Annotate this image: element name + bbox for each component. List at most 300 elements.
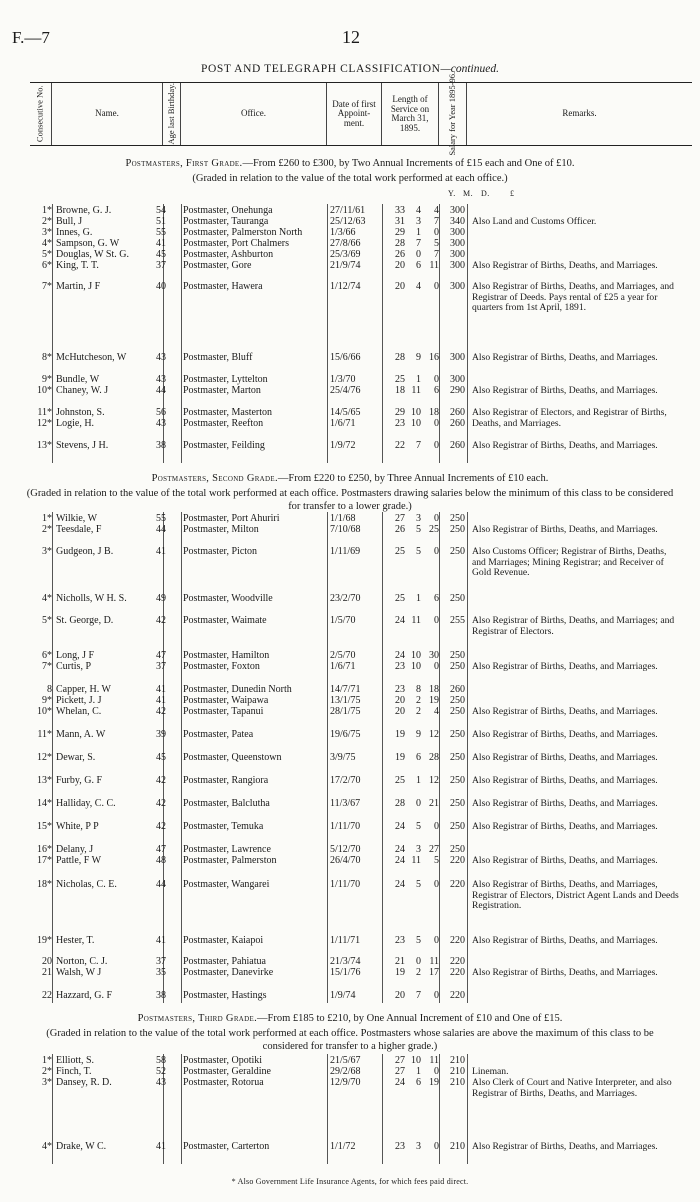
- consecutive-no: 11*: [37, 407, 52, 418]
- salary-cell: 220: [450, 990, 465, 1001]
- salary-cell: 290: [450, 385, 465, 396]
- appointment-date-cell: 21/9/74: [330, 260, 361, 271]
- service-days-cell: 0: [434, 821, 439, 832]
- service-years-cell: 27: [395, 513, 405, 524]
- office-cell: Postmaster, Kaiapoi: [183, 935, 264, 946]
- service-years-cell: 28: [395, 238, 405, 249]
- office-cell: Postmaster, Patea: [183, 729, 254, 740]
- service-days-cell: 19: [429, 1077, 439, 1088]
- service-months-cell: 10: [411, 1055, 421, 1066]
- service-days-cell: 6: [434, 593, 439, 604]
- service-years-cell: 24: [395, 1077, 405, 1088]
- office-cell: Postmaster, Queenstown: [183, 752, 282, 763]
- service-months-cell: 6: [416, 260, 421, 271]
- name-cell: Mann, A. W: [56, 729, 106, 740]
- salary-cell: 250: [450, 798, 465, 809]
- grade-title: Postmasters, Third Grade.: [137, 1013, 257, 1024]
- age-cell: 47: [156, 844, 166, 855]
- remarks-cell: Also Registrar of Births, Deaths, and Marriages.: [472, 524, 658, 535]
- appointment-date-cell: 25/12/63: [330, 216, 366, 227]
- salary-cell: 250: [450, 821, 465, 832]
- grade-title: Postmasters, Second Grade.: [151, 473, 278, 484]
- service-years-cell: 21: [395, 956, 405, 967]
- section-heading: [0, 472, 700, 485]
- consecutive-no: 7*: [42, 281, 52, 292]
- appointment-date-cell: 1/11/71: [330, 935, 361, 946]
- service-unit-label: M.: [463, 189, 474, 198]
- service-days-cell: 0: [434, 440, 439, 451]
- service-years-cell: 26: [395, 524, 405, 535]
- office-cell: Postmaster, Port Chalmers: [183, 238, 289, 249]
- name-cell: Martin, J F: [56, 281, 101, 292]
- service-days-cell: 0: [434, 513, 439, 524]
- office-cell: Postmaster, Ashburton: [183, 249, 274, 260]
- appointment-date-cell: 1/6/71: [330, 661, 356, 672]
- salary-cell: 210: [450, 1141, 465, 1152]
- service-months-cell: 2: [416, 695, 421, 706]
- column-rule: [467, 204, 468, 463]
- salary-cell: 220: [450, 956, 465, 967]
- office-cell: Postmaster, Dunedin North: [183, 684, 292, 695]
- name-cell: Norton, C. J.: [56, 956, 108, 967]
- column-rule: [181, 1054, 182, 1164]
- service-days-cell: 5: [434, 238, 439, 249]
- appointment-date-cell: 1/1/68: [330, 513, 356, 524]
- office-cell: Postmaster, Temuka: [183, 821, 264, 832]
- section-note: (Graded in relation to the value of the total work performed at each office. Postmasters whose salaries are above the maximum of this class to be considered for transfer to a higher grade.): [46, 1028, 654, 1052]
- name-cell: Long, J F: [56, 650, 95, 661]
- age-cell: 41: [156, 935, 166, 946]
- consecutive-no: 13*: [37, 775, 52, 786]
- service-years-cell: 27: [395, 1066, 405, 1077]
- grade-salary-range: —From £185 to £210, by One Annual Increment of £10 and One of £15.: [257, 1013, 563, 1024]
- appointment-date-cell: 14/7/71: [330, 684, 361, 695]
- consecutive-no: 10*: [37, 706, 52, 717]
- service-days-cell: 0: [434, 227, 439, 238]
- service-days-cell: 0: [434, 661, 439, 672]
- service-unit-label: £: [510, 189, 515, 198]
- service-months-cell: 1: [416, 1066, 421, 1077]
- col-header-remarks: Remarks.: [562, 108, 597, 119]
- salary-cell: 250: [450, 650, 465, 661]
- salary-cell: 260: [450, 418, 465, 429]
- office-cell: Postmaster, Palmerston: [183, 855, 277, 866]
- age-cell: 45: [156, 752, 166, 763]
- name-cell: Bull, J: [56, 216, 83, 227]
- name-cell: Whelan, C.: [56, 706, 102, 717]
- column-rule: [382, 512, 383, 1003]
- consecutive-no: 17*: [37, 855, 52, 866]
- age-cell: 42: [156, 821, 166, 832]
- section-note: (Graded in relation to the value of the total work performed at each office.): [192, 173, 508, 184]
- service-days-cell: 4: [434, 205, 439, 216]
- consecutive-no: 6*: [42, 260, 52, 271]
- appointment-date-cell: 29/2/68: [330, 1066, 361, 1077]
- salary-cell: 340: [450, 216, 465, 227]
- column-rule: [327, 1054, 328, 1164]
- consecutive-no: 3*: [42, 1077, 52, 1088]
- age-cell: 42: [156, 798, 166, 809]
- service-months-cell: 8: [416, 684, 421, 695]
- age-cell: 52: [156, 1066, 166, 1077]
- footnote: * Also Government Life Insurance Agents, for which fees paid direct.: [231, 1177, 469, 1186]
- service-years-cell: 19: [395, 752, 405, 763]
- remarks-cell: Also Registrar of Births, Deaths, and Marriages.: [472, 752, 658, 763]
- service-months-cell: 9: [416, 352, 421, 363]
- service-years-cell: 23: [395, 418, 405, 429]
- column-rule: [439, 512, 440, 1003]
- office-cell: Postmaster, Feilding: [183, 440, 265, 451]
- service-days-cell: 6: [434, 385, 439, 396]
- office-cell: Postmaster, Hamilton: [183, 650, 270, 661]
- grade-salary-range: —From £220 to £250, by Three Annual Increments of £10 each.: [277, 473, 549, 484]
- service-months-cell: 6: [416, 1077, 421, 1088]
- service-years-cell: 28: [395, 352, 405, 363]
- consecutive-no: 10*: [37, 385, 52, 396]
- consecutive-no: 20: [42, 956, 52, 967]
- appointment-date-cell: 26/4/70: [330, 855, 361, 866]
- age-cell: 43: [156, 418, 166, 429]
- consecutive-no: 1*: [42, 513, 52, 524]
- grade-title: Postmasters, First Grade.: [125, 158, 243, 169]
- name-cell: Nicholas, C. E.: [56, 879, 117, 890]
- consecutive-no: 5*: [42, 249, 52, 260]
- consecutive-no: 4*: [42, 1141, 52, 1152]
- office-cell: Postmaster, Waimate: [183, 615, 267, 626]
- service-days-cell: 12: [429, 729, 439, 740]
- age-cell: 41: [156, 695, 166, 706]
- service-months-cell: 10: [411, 650, 421, 661]
- consecutive-no: 14*: [37, 798, 52, 809]
- office-cell: Postmaster, Rotorua: [183, 1077, 264, 1088]
- column-rule: [382, 204, 383, 463]
- age-cell: 43: [156, 352, 166, 363]
- age-cell: 43: [156, 1077, 166, 1088]
- service-days-cell: 0: [434, 879, 439, 890]
- service-months-cell: 4: [416, 205, 421, 216]
- service-days-cell: 16: [429, 352, 439, 363]
- service-years-cell: 24: [395, 821, 405, 832]
- appointment-date-cell: 1/11/69: [330, 546, 361, 557]
- office-cell: Postmaster, Woodville: [183, 593, 273, 604]
- salary-cell: 250: [450, 729, 465, 740]
- consecutive-no: 12*: [37, 752, 52, 763]
- age-cell: 49: [156, 593, 166, 604]
- office-cell: Postmaster, Port Ahuriri: [183, 513, 280, 524]
- service-years-cell: 33: [395, 205, 405, 216]
- service-months-cell: 5: [416, 821, 421, 832]
- document-reference: F.—7: [12, 28, 50, 47]
- name-cell: Douglas, W St. G.: [56, 249, 129, 260]
- appointment-date-cell: 1/3/66: [330, 227, 356, 238]
- name-cell: Teesdale, F: [56, 524, 102, 535]
- consecutive-no: 4*: [42, 238, 52, 249]
- age-cell: 41: [156, 238, 166, 249]
- appointment-date-cell: 11/3/67: [330, 798, 361, 809]
- service-years-cell: 29: [395, 227, 405, 238]
- office-cell: Postmaster, Wangarei: [183, 879, 270, 890]
- name-cell: Browne, G. J.: [56, 205, 112, 216]
- remarks-cell: Also Registrar of Births, Deaths, and Marriages.: [472, 661, 658, 672]
- consecutive-no: 1*: [42, 205, 52, 216]
- age-cell: 38: [156, 990, 166, 1001]
- office-cell: Postmaster, Rangiora: [183, 775, 269, 786]
- age-cell: 55: [156, 513, 166, 524]
- age-cell: 42: [156, 775, 166, 786]
- service-years-cell: 24: [395, 615, 405, 626]
- service-days-cell: 19: [429, 695, 439, 706]
- grade-salary-range: —From £260 to £300, by Two Annual Increments of £15 each and One of £10.: [242, 158, 575, 169]
- salary-cell: 250: [450, 695, 465, 706]
- salary-cell: 210: [450, 1077, 465, 1088]
- age-cell: 42: [156, 615, 166, 626]
- service-months-cell: 11: [411, 855, 421, 866]
- service-years-cell: 20: [395, 260, 405, 271]
- service-months-cell: 10: [411, 407, 421, 418]
- office-cell: Postmaster, Marton: [183, 385, 261, 396]
- remarks-cell: Also Registrar of Births, Deaths, and Marriages.: [472, 260, 658, 271]
- service-months-cell: 0: [416, 249, 421, 260]
- col-header-date: Date of first Appoint-ment.: [327, 83, 382, 145]
- office-cell: Postmaster, Milton: [183, 524, 259, 535]
- col-header-name: Name.: [52, 83, 163, 145]
- service-unit-label: D.: [481, 189, 490, 198]
- service-days-cell: 11: [429, 260, 439, 271]
- service-unit-label: Y.: [448, 189, 456, 198]
- section-heading: [0, 1012, 700, 1025]
- office-cell: Postmaster, Balclutha: [183, 798, 270, 809]
- name-cell: Pickett, J. J: [56, 695, 102, 706]
- consecutive-no: 15*: [37, 821, 52, 832]
- service-months-cell: 4: [416, 281, 421, 292]
- service-years-cell: 24: [395, 855, 405, 866]
- salary-cell: 250: [450, 593, 465, 604]
- appointment-date-cell: 1/9/72: [330, 440, 356, 451]
- age-cell: 44: [156, 385, 166, 396]
- service-months-cell: 10: [411, 418, 421, 429]
- remarks-cell: Also Registrar of Births, Deaths, and Marriages, and Registrar of Deeds. Pays rental of £25 a year for quarters from 1st April, 1891.: [472, 281, 674, 314]
- appointment-date-cell: 15/1/76: [330, 967, 361, 978]
- service-days-cell: 0: [434, 615, 439, 626]
- appointment-date-cell: 28/1/75: [330, 706, 361, 717]
- appointment-date-cell: 5/12/70: [330, 844, 361, 855]
- appointment-date-cell: 1/6/71: [330, 418, 356, 429]
- column-rule: [382, 1054, 383, 1164]
- appointment-date-cell: 25/3/69: [330, 249, 361, 260]
- col-header-age: Age last Birthday.: [163, 83, 181, 145]
- consecutive-no: 22: [42, 990, 52, 1001]
- col-header-office: Office.: [181, 83, 327, 145]
- office-cell: Postmaster, Waipawa: [183, 695, 269, 706]
- service-days-cell: 4: [434, 706, 439, 717]
- name-cell: Wilkie, W: [56, 513, 98, 524]
- service-months-cell: 3: [416, 513, 421, 524]
- salary-cell: 220: [450, 967, 465, 978]
- name-cell: Innes, G.: [56, 227, 93, 238]
- age-cell: 35: [156, 967, 166, 978]
- office-cell: Postmaster, Tauranga: [183, 216, 269, 227]
- service-years-cell: 24: [395, 650, 405, 661]
- name-cell: Furby, G. F: [56, 775, 103, 786]
- age-cell: 44: [156, 879, 166, 890]
- service-months-cell: 2: [416, 967, 421, 978]
- service-months-cell: 1: [416, 593, 421, 604]
- consecutive-no: 8: [47, 684, 52, 695]
- appointment-date-cell: 1/12/74: [330, 281, 361, 292]
- age-cell: 47: [156, 650, 166, 661]
- salary-cell: 210: [450, 1066, 465, 1077]
- remarks-cell: Also Registrar of Births, Deaths, and Marriages.: [472, 706, 658, 717]
- appointment-date-cell: 3/9/75: [330, 752, 356, 763]
- service-days-cell: 0: [434, 281, 439, 292]
- office-cell: Postmaster, Palmerston North: [183, 227, 303, 238]
- service-months-cell: 3: [416, 216, 421, 227]
- office-cell: Postmaster, Hawera: [183, 281, 263, 292]
- salary-cell: 250: [450, 661, 465, 672]
- office-cell: Postmaster, Masterton: [183, 407, 273, 418]
- service-months-cell: 1: [416, 374, 421, 385]
- age-cell: 44: [156, 524, 166, 535]
- service-years-cell: 25: [395, 546, 405, 557]
- consecutive-no: 9*: [42, 374, 52, 385]
- remarks-cell: Also Customs Officer; Registrar of Births, Deaths, and Marriages; Mining Registrar; and Receiver of Gold Revenue.: [472, 546, 667, 579]
- page-number: 12: [342, 27, 360, 47]
- name-cell: Delany, J: [56, 844, 94, 855]
- name-cell: Hester, T.: [56, 935, 95, 946]
- age-cell: 51: [156, 216, 166, 227]
- col-header-service: Length of Service on March 31, 1895.: [382, 83, 439, 145]
- consecutive-no: 8*: [42, 352, 52, 363]
- name-cell: King, T. T.: [56, 260, 99, 271]
- section-heading: [0, 157, 700, 170]
- appointment-date-cell: 25/4/76: [330, 385, 361, 396]
- consecutive-no: 2*: [42, 216, 52, 227]
- column-rule: [52, 204, 53, 463]
- appointment-date-cell: 1/11/70: [330, 821, 361, 832]
- service-years-cell: 25: [395, 775, 405, 786]
- service-months-cell: 0: [416, 956, 421, 967]
- name-cell: Hazzard, G. F: [56, 990, 113, 1001]
- service-years-cell: 18: [395, 385, 405, 396]
- appointment-date-cell: 7/10/68: [330, 524, 361, 535]
- name-cell: Elliott, S.: [56, 1055, 95, 1066]
- name-cell: Dewar, S.: [56, 752, 96, 763]
- col-header-salary: Salary for Year 1895-96.: [439, 83, 467, 145]
- salary-cell: 250: [450, 752, 465, 763]
- appointment-date-cell: 12/9/70: [330, 1077, 361, 1088]
- salary-cell: 250: [450, 844, 465, 855]
- service-days-cell: 0: [434, 990, 439, 1001]
- service-days-cell: 12: [429, 775, 439, 786]
- service-years-cell: 22: [395, 440, 405, 451]
- office-cell: Postmaster, Tapanui: [183, 706, 264, 717]
- salary-cell: 300: [450, 249, 465, 260]
- salary-cell: 300: [450, 238, 465, 249]
- age-cell: 37: [156, 956, 166, 967]
- consecutive-no: 11*: [37, 729, 52, 740]
- service-months-cell: 7: [416, 238, 421, 249]
- consecutive-no: 3*: [42, 227, 52, 238]
- age-cell: 41: [156, 546, 166, 557]
- name-cell: Curtis, P: [56, 661, 92, 672]
- service-years-cell: 26: [395, 249, 405, 260]
- service-days-cell: 21: [429, 798, 439, 809]
- column-rule: [327, 512, 328, 1003]
- service-days-cell: 27: [429, 844, 439, 855]
- column-rule: [439, 204, 440, 463]
- name-cell: Chaney, W. J: [56, 385, 109, 396]
- service-years-cell: 23: [395, 684, 405, 695]
- name-cell: Gudgeon, J B.: [56, 546, 114, 557]
- service-years-cell: 23: [395, 1141, 405, 1152]
- name-cell: Pattle, F W: [56, 855, 102, 866]
- service-days-cell: 0: [434, 418, 439, 429]
- office-cell: Postmaster, Danevirke: [183, 967, 274, 978]
- office-cell: Postmaster, Bluff: [183, 352, 253, 363]
- column-rule: [467, 512, 468, 1003]
- service-years-cell: 20: [395, 695, 405, 706]
- consecutive-no: 21: [42, 967, 52, 978]
- column-rule: [181, 204, 182, 463]
- name-cell: McHutcheson, W: [56, 352, 127, 363]
- remarks-cell: Also Registrar of Births, Deaths, and Marriages.: [472, 855, 658, 866]
- name-cell: St. George, D.: [56, 615, 114, 626]
- service-days-cell: 7: [434, 216, 439, 227]
- appointment-date-cell: 1/1/72: [330, 1141, 356, 1152]
- salary-cell: 250: [450, 524, 465, 535]
- service-days-cell: 17: [429, 967, 439, 978]
- consecutive-no: 5*: [42, 615, 52, 626]
- name-cell: Halliday, C. C.: [56, 798, 116, 809]
- column-rule: [327, 204, 328, 463]
- name-cell: Stevens, J H.: [56, 440, 109, 451]
- age-cell: 38: [156, 440, 166, 451]
- appointment-date-cell: 15/6/66: [330, 352, 361, 363]
- age-cell: 37: [156, 260, 166, 271]
- salary-cell: 220: [450, 879, 465, 890]
- service-days-cell: 30: [429, 650, 439, 661]
- salary-cell: 260: [450, 440, 465, 451]
- service-years-cell: 20: [395, 706, 405, 717]
- service-days-cell: 28: [429, 752, 439, 763]
- consecutive-no: 6*: [42, 650, 52, 661]
- service-days-cell: 18: [429, 407, 439, 418]
- age-cell: 42: [156, 706, 166, 717]
- service-months-cell: 7: [416, 990, 421, 1001]
- appointment-date-cell: 21/5/67: [330, 1055, 361, 1066]
- service-years-cell: 23: [395, 661, 405, 672]
- column-rule: [439, 1054, 440, 1164]
- service-days-cell: 11: [429, 1055, 439, 1066]
- salary-cell: 260: [450, 407, 465, 418]
- remarks-cell: Lineman.: [472, 1066, 509, 1077]
- age-cell: 48: [156, 855, 166, 866]
- remarks-cell: Also Registrar of Births, Deaths, and Marriages.: [472, 798, 658, 809]
- service-months-cell: 5: [416, 546, 421, 557]
- office-cell: Postmaster, Hastings: [183, 990, 267, 1001]
- service-days-cell: 25: [429, 524, 439, 535]
- column-rule: [181, 512, 182, 1003]
- age-cell: 56: [156, 407, 166, 418]
- service-months-cell: 9: [416, 729, 421, 740]
- service-months-cell: 5: [416, 879, 421, 890]
- appointment-date-cell: 19/6/75: [330, 729, 361, 740]
- service-years-cell: 28: [395, 798, 405, 809]
- age-cell: 37: [156, 661, 166, 672]
- remarks-cell: Also Registrar of Births, Deaths, and Marriages.: [472, 821, 658, 832]
- consecutive-no: 3*: [42, 546, 52, 557]
- name-cell: Bundle, W: [56, 374, 100, 385]
